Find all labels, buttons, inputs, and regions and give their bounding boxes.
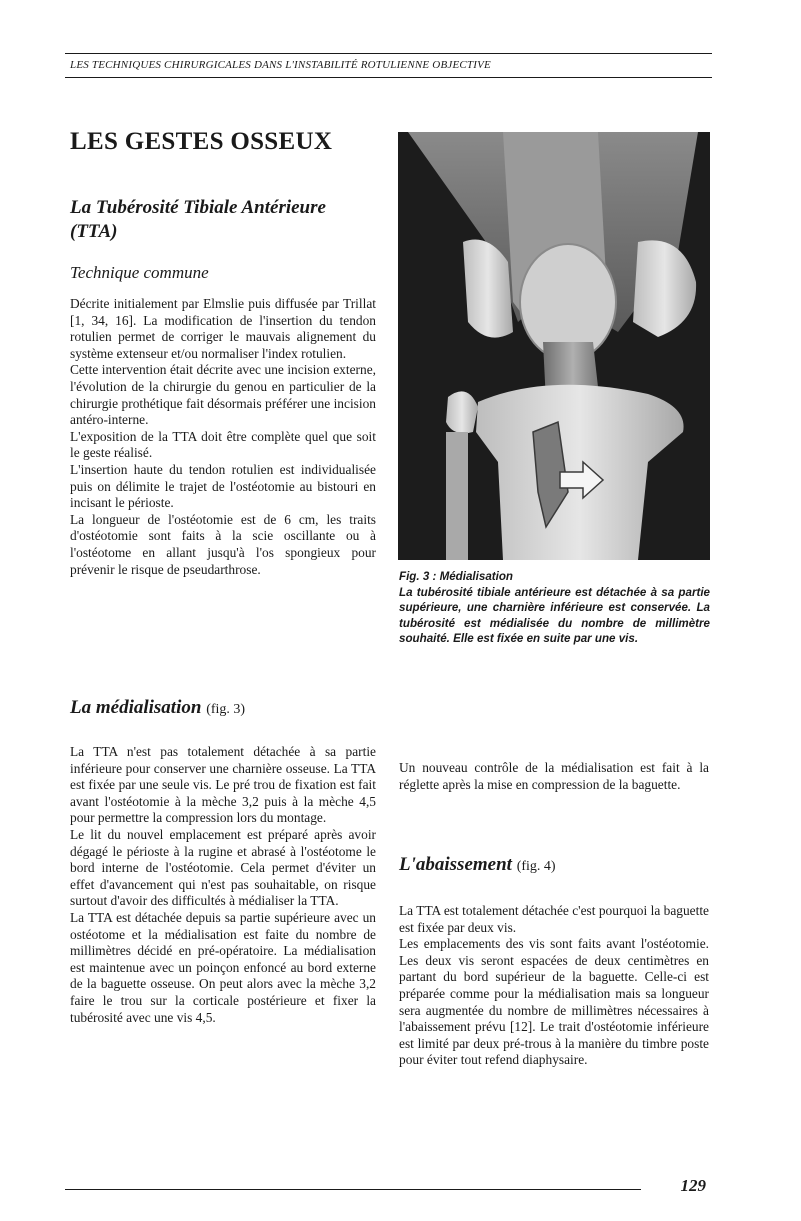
caption-title: Fig. 3 : Médialisation	[399, 570, 514, 583]
abaissement-heading	[399, 854, 556, 876]
figure-caption	[399, 569, 710, 647]
figure-reference: (fig. 4)	[516, 859, 556, 874]
paragraph: Un nouveau contrôle de la médialisation est fait à la réglette après la mise en compression de la baguette.	[399, 760, 709, 792]
medialisation-body	[70, 744, 376, 1026]
technique-body	[70, 296, 376, 578]
paragraph: La TTA est totalement détachée c'est pourquoi la baguette est fixée par deux vis.	[399, 903, 709, 935]
header-top-rule	[65, 53, 712, 54]
figure-3-illustration	[398, 132, 710, 560]
paragraph: La TTA est détachée depuis sa partie supérieure avec un ostéotome et la médialisation est faite du nombre de millimètres décidé en pré-opératoire. La médialisation est maintenue avec un poinçon enfoncé au bord externe de la baguette osseuse. On peut alors avec la mèche 3,2 faire le trou sur la corticale postérieure et fixer la tubérosité avec une vis 4,5.	[70, 909, 376, 1025]
paragraph: Cette intervention était décrite avec une incision externe, l'évolution de la chirurgie du genou en particulier de la chirurgie prothétique fait désormais préférer une incision antéro-interne.	[70, 362, 376, 428]
page-number: 129	[680, 1176, 706, 1195]
heading-text: La médialisation	[70, 697, 202, 718]
paragraph: Le lit du nouvel emplacement est préparé après avoir dégagé le périoste à la rugine et abrasé à l'ostéotome le bord interne de l'ostéotomie. Cela permet d'éviter un effet d'avancement qui n'est pas souhaitable, on risque surtout d'avoir des difficultés à médialiser la TTA.	[70, 826, 376, 909]
figure-reference: (fig. 3)	[206, 702, 246, 717]
running-header: LES TECHNIQUES CHIRURGICALES DANS L'INSTABILITÉ ROTULIENNE OBJECTIVE	[70, 59, 491, 71]
caption-body: La tubérosité tibiale antérieure est détachée à sa partie supérieure, une charnière inférieure est conservée. La tubérosité est médialisée du nombre de millimètre souhaité. Elle est fixée en suite par une vis.	[399, 585, 710, 646]
paragraph: L'exposition de la TTA doit être complète quel que soit le geste réalisé.	[70, 428, 376, 461]
paragraph: La longueur de l'ostéotomie est de 6 cm, les traits d'ostéotomie sont faits à la scie oscillante ou à l'ostéotome en allant jusqu'à l'os spongieux pour prévenir le risque de pseudarthrose.	[70, 511, 376, 577]
paragraph: Décrite initialement par Elmslie puis diffusée par Trillat [1, 34, 16]. La modification de l'insertion du tendon rotulien permet de corriger le mauvais alignement du système extenseur et/ou normaliser l'index rotulien.	[70, 296, 376, 361]
section-title: LES GESTES OSSEUX	[70, 128, 333, 155]
paragraph: La TTA n'est pas totalement détachée à sa partie inférieure pour conserver une charnière osseuse. La TTA est fixée par une seule vis. Le pré trou de fixation est fait avant l'ostéotomie à la mèche 3,2 puis à la mèche 4,5 pour permettre la compression lors du montage.	[70, 744, 376, 826]
header-bottom-rule	[65, 77, 712, 78]
medialisation-control-text	[399, 760, 709, 793]
heading-text: L'abaissement	[399, 854, 512, 875]
abaissement-body	[399, 903, 709, 1069]
footer-rule	[65, 1189, 641, 1190]
subsection-title: La Tubérosité Tibiale Antérieure (TTA)	[70, 197, 326, 242]
paragraph: Les emplacements des vis sont faits avant l'ostéotomie. Les deux vis seront espacées de deux centimètres en partant du bord supérieur de la baguette. Celle-ci est préparée comme pour la médialisation mais sa longueur sera augmentée du nombre de millimètres nécessaires à l'abaissement prévu [12]. Le trait d'ostéotomie inférieure est limité par deux pré-trous à la manière du timbre poste pour éviter tout refend diaphysaire.	[399, 936, 709, 1068]
technique-title: Technique commune	[70, 263, 209, 282]
medialisation-heading	[70, 697, 245, 719]
paragraph: L'insertion haute du tendon rotulien est individualisée puis on délimite le trajet de l'ostéotomie au bistouri en incisant le périoste.	[70, 461, 376, 511]
